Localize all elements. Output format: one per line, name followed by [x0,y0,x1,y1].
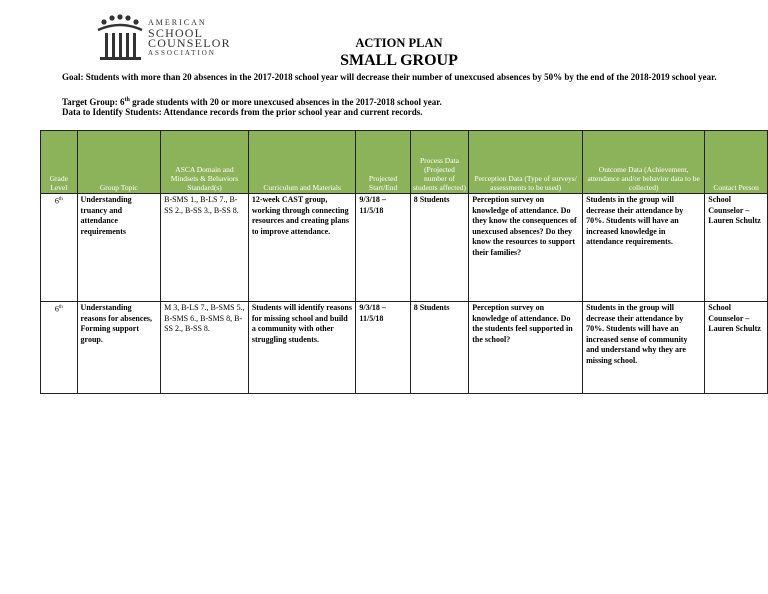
page-subtitle: SMALL GROUP [340,52,458,69]
table-row [41,302,768,394]
grade-sup: th [58,197,63,202]
data-identify-text: Data to Identify Students: Attendance records from the prior school year and current records. [62,107,423,117]
cell-grade [41,194,78,302]
target-group-suffix: grade students with 20 or more unexcused absences in the 2017-2018 school year. [129,97,442,107]
col-curriculum: Curriculum and Materials [248,131,356,194]
cell-outcome: Students in the group will decrease their attendance by 70%. Students will have an increased sense of community and understand why they are missing school. [583,302,705,394]
cell-process: 8 Students [410,194,468,302]
cell-grade [41,302,78,394]
cell-outcome: Students in the group will decrease their attendance by 70%. Students will have an increased knowledge in attendance requirements. [583,194,705,302]
target-group-sup: th [124,97,130,103]
goal-text: Goal: Students with more than 20 absences in the 2017-2018 school year will decrease their number of unexcused absences by 50% by the end of the 2018-2019 school year. [62,72,717,82]
target-group-prefix: Target Group: 6 [62,97,125,107]
cell-standards: B-SMS 1., B-LS 7., B-SS 2., B-SS 3., B-SS 8. [161,194,249,302]
col-grade-level: Grade Level [41,131,78,194]
table-header-row [41,131,768,194]
cell-topic: Understanding truancy and attendance requirements [77,194,161,302]
cell-dates: 9/3/18 – 11/5/18 [356,194,410,302]
col-asca-standards: ASCA Domain and Mindsets & Behaviors Standard(s) [161,131,249,194]
logo-line2: SCHOOL [148,26,204,40]
col-perception-data: Perception Data (Type of surveys/ assessments to be used) [469,131,583,194]
col-group-topic: Group Topic [77,131,161,194]
col-projected-dates: Projected Start/End [356,131,410,194]
cell-topic: Understanding reasons for absences, Forming support group. [77,302,161,394]
logo-line4: ASSOCIATION [148,49,216,57]
table-row [41,194,768,302]
page-title: ACTION PLAN [355,36,443,50]
cell-curriculum: 12-week CAST group, working through connecting resources and creating plans to improve attendance. [248,194,356,302]
col-contact-person: Contact Person [705,131,768,194]
grade-value: 6 [54,196,59,206]
cell-contact: School Counselor – Lauren Schultz [705,302,768,394]
grade-value: 6 [54,304,59,314]
cell-perception: Perception survey on knowledge of attendance. Do the students feel supported in the school? [469,302,583,394]
logo-line1: AMERICAN [148,18,207,27]
cell-standards: M 3, B-LS 7., B-SMS 5., B-SMS 6., B-SMS 8, B-SS 2., B-SS 8. [161,302,249,394]
grade-sup: th [58,305,63,310]
cell-curriculum: Students will identify reasons for missing school and build a community with other struggling students. [248,302,356,394]
logo-line3: COUNSELOR [148,36,231,50]
col-process-data: Process Data (Projected number of students affected) [410,131,468,194]
cell-process: 8 Students [410,302,468,394]
col-outcome-data: Outcome Data (Achievement, attendance and/or behavior data to be collected) [583,131,705,194]
cell-perception: Perception survey on knowledge of attendance. Do they know the consequences of unexcused absences? Do they know the resources to support their families? [469,194,583,302]
cell-dates: 9/3/18 – 11/5/18 [356,302,410,394]
cell-contact: School Counselor – Lauren Schultz [705,194,768,302]
action-plan-table [40,130,768,394]
